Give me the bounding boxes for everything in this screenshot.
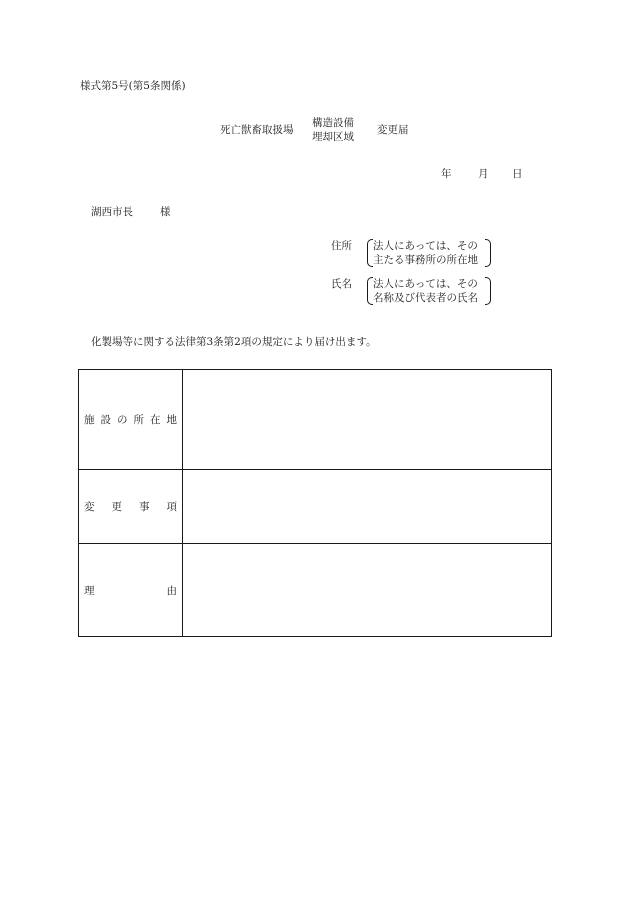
- facility-location-label: 施設の所在地: [79, 370, 183, 470]
- title-suffix: 変更届: [377, 124, 409, 136]
- change-items-label: 変更事項: [79, 470, 183, 544]
- title-option-structure: 構造設備: [312, 117, 354, 129]
- reason-field[interactable]: [183, 544, 552, 637]
- addressee-name: 湖西市長: [91, 206, 133, 218]
- name-note: [367, 277, 491, 305]
- table-row: [79, 470, 552, 544]
- address-note: [367, 239, 491, 267]
- address-note-line1: 法人にあっては、その: [373, 240, 478, 252]
- reason-label: 理由: [79, 544, 183, 637]
- address-label: 住所: [331, 240, 352, 252]
- address-note-line2: 主たる事務所の所在地: [373, 254, 478, 266]
- addressee-honorific: 様: [160, 206, 171, 218]
- statement: 化製場等に関する法律第3条第2項の規定により届け出ます。: [91, 336, 377, 348]
- title-option-burial: 埋却区域: [312, 131, 354, 144]
- change-items-field[interactable]: [183, 470, 552, 544]
- name-label: 氏名: [331, 278, 352, 290]
- name-note-line1: 法人にあっては、その: [373, 278, 478, 290]
- title-options: [312, 116, 354, 144]
- table-row: [79, 544, 552, 637]
- date-day-label: 日: [512, 168, 523, 180]
- name-note-line2: 名称及び代表者の氏名: [373, 292, 478, 304]
- form-table: [78, 369, 552, 637]
- facility-location-field[interactable]: [183, 370, 552, 470]
- date-year-label: 年: [441, 168, 452, 180]
- table-row: [79, 370, 552, 470]
- title-prefix: 死亡獣畜取扱場: [220, 124, 294, 136]
- date-month-label: 月: [478, 168, 489, 180]
- form-number: 様式第5号(第5条関係): [80, 80, 186, 92]
